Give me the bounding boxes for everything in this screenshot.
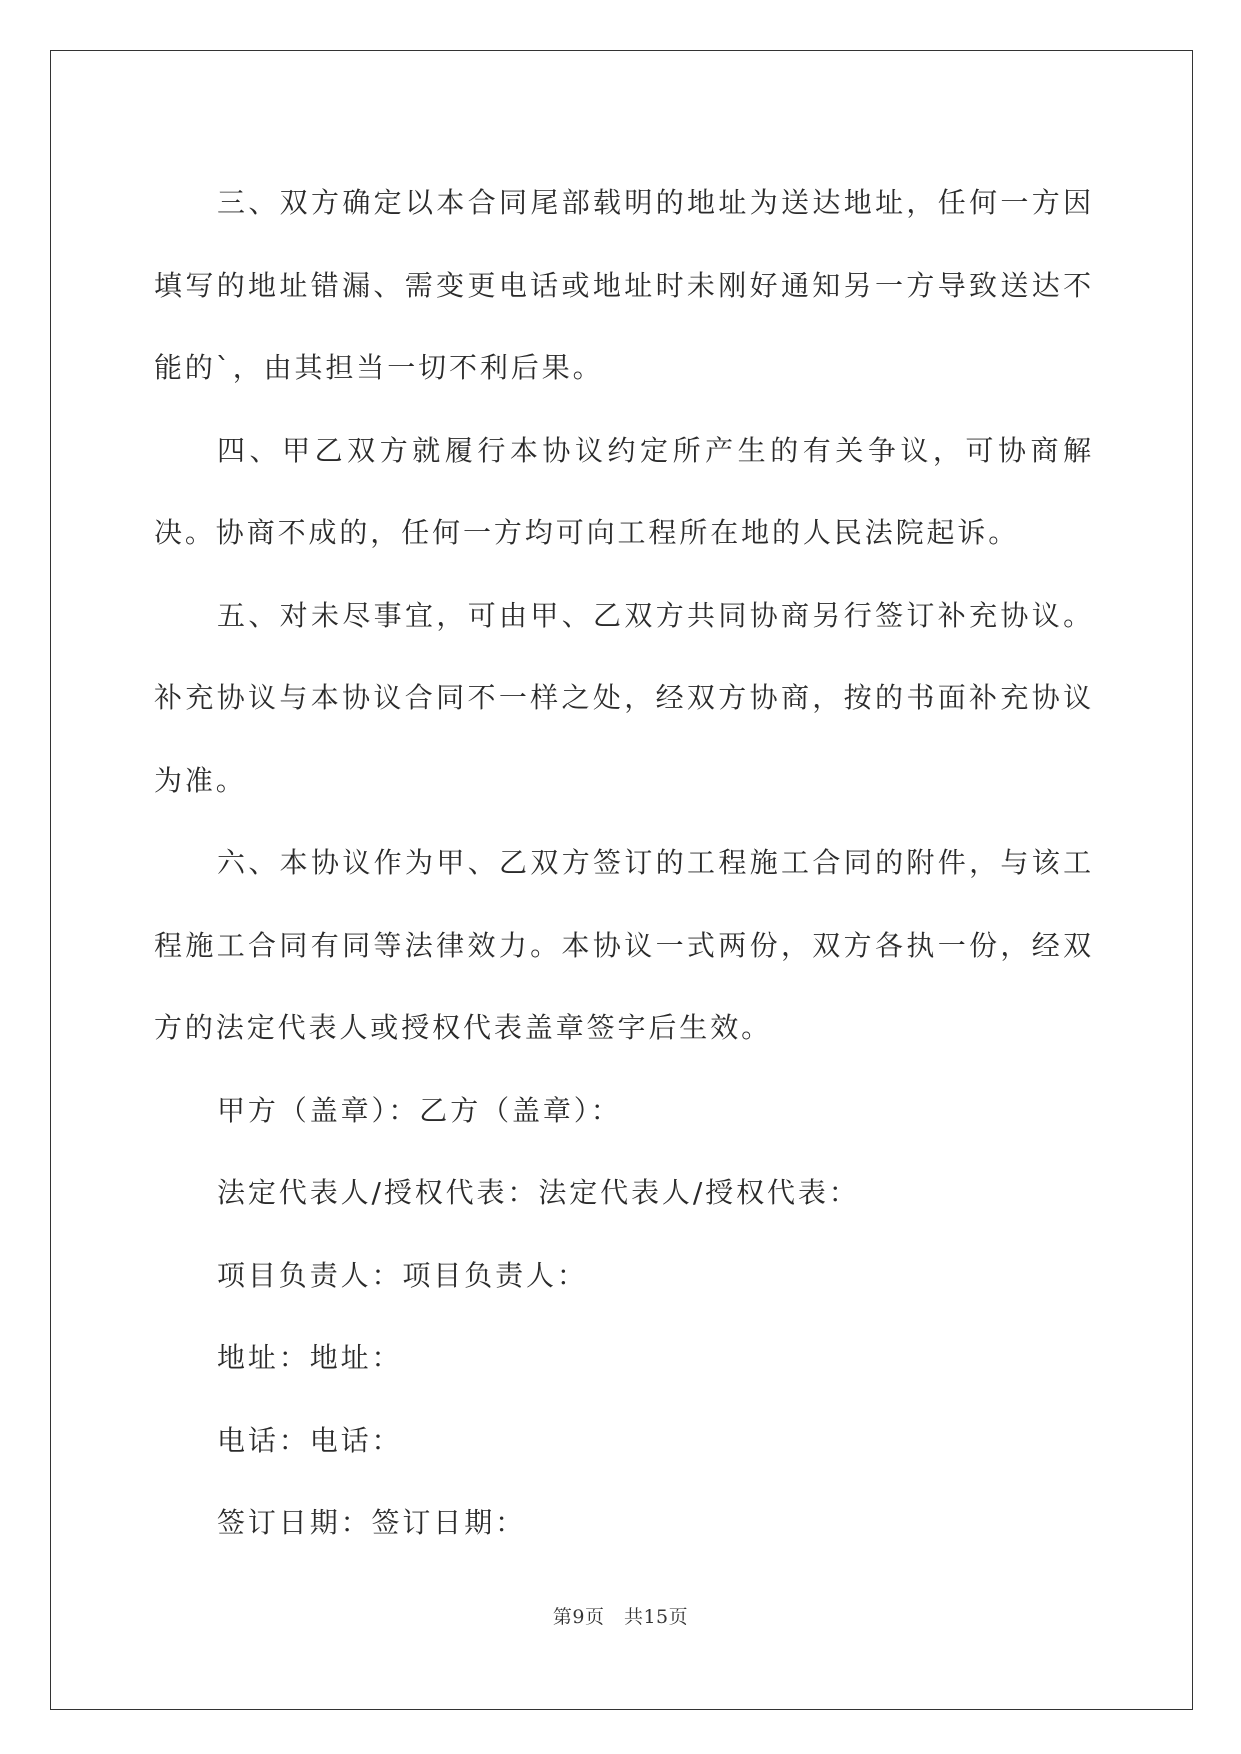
address-line: 地址：地址： xyxy=(217,1341,403,1374)
clause-6-paragraph: 六、本协议作为甲、乙双方签订的工程施工合同的附件，与该工程施工合同有同等法律效力。本协议一式两份，双方各执一份，经双方的法定代表人或授权代表盖章签字后生效。 xyxy=(154,846,1094,1044)
party-seal-line: 甲方（盖章）：乙方（盖章）： xyxy=(217,1093,622,1127)
legal-representative-line: 法定代表人/授权代表：法定代表人/授权代表： xyxy=(217,1176,860,1209)
phone-line: 电话：电话： xyxy=(217,1423,403,1457)
signing-date-line: 签订日期：签订日期： xyxy=(217,1506,527,1539)
clause-3-paragraph: 三、双方确定以本合同尾部载明的地址为送达地址，任何一方因填写的地址错漏、需变更电话或地址时未刚好通知另一方导致送达不能的`，由其担当一切不利后果。 xyxy=(154,186,1094,384)
document-body xyxy=(154,162,1094,1565)
project-manager-line: 项目负责人：项目负责人： xyxy=(217,1258,588,1292)
page-number-footer: 第9页 共15页 xyxy=(552,1606,689,1628)
clause-4-paragraph: 四、甲乙双方就履行本协议约定所产生的有关争议，可协商解决。协商不成的，任何一方均可向工程所在地的人民法院起诉。 xyxy=(154,433,1094,549)
clause-5-paragraph: 五、对未尽事宜，可由甲、乙双方共同协商另行签订补充协议。补充协议与本协议合同不一样之处，经双方协商，按的书面补充协议为准。 xyxy=(154,598,1094,797)
